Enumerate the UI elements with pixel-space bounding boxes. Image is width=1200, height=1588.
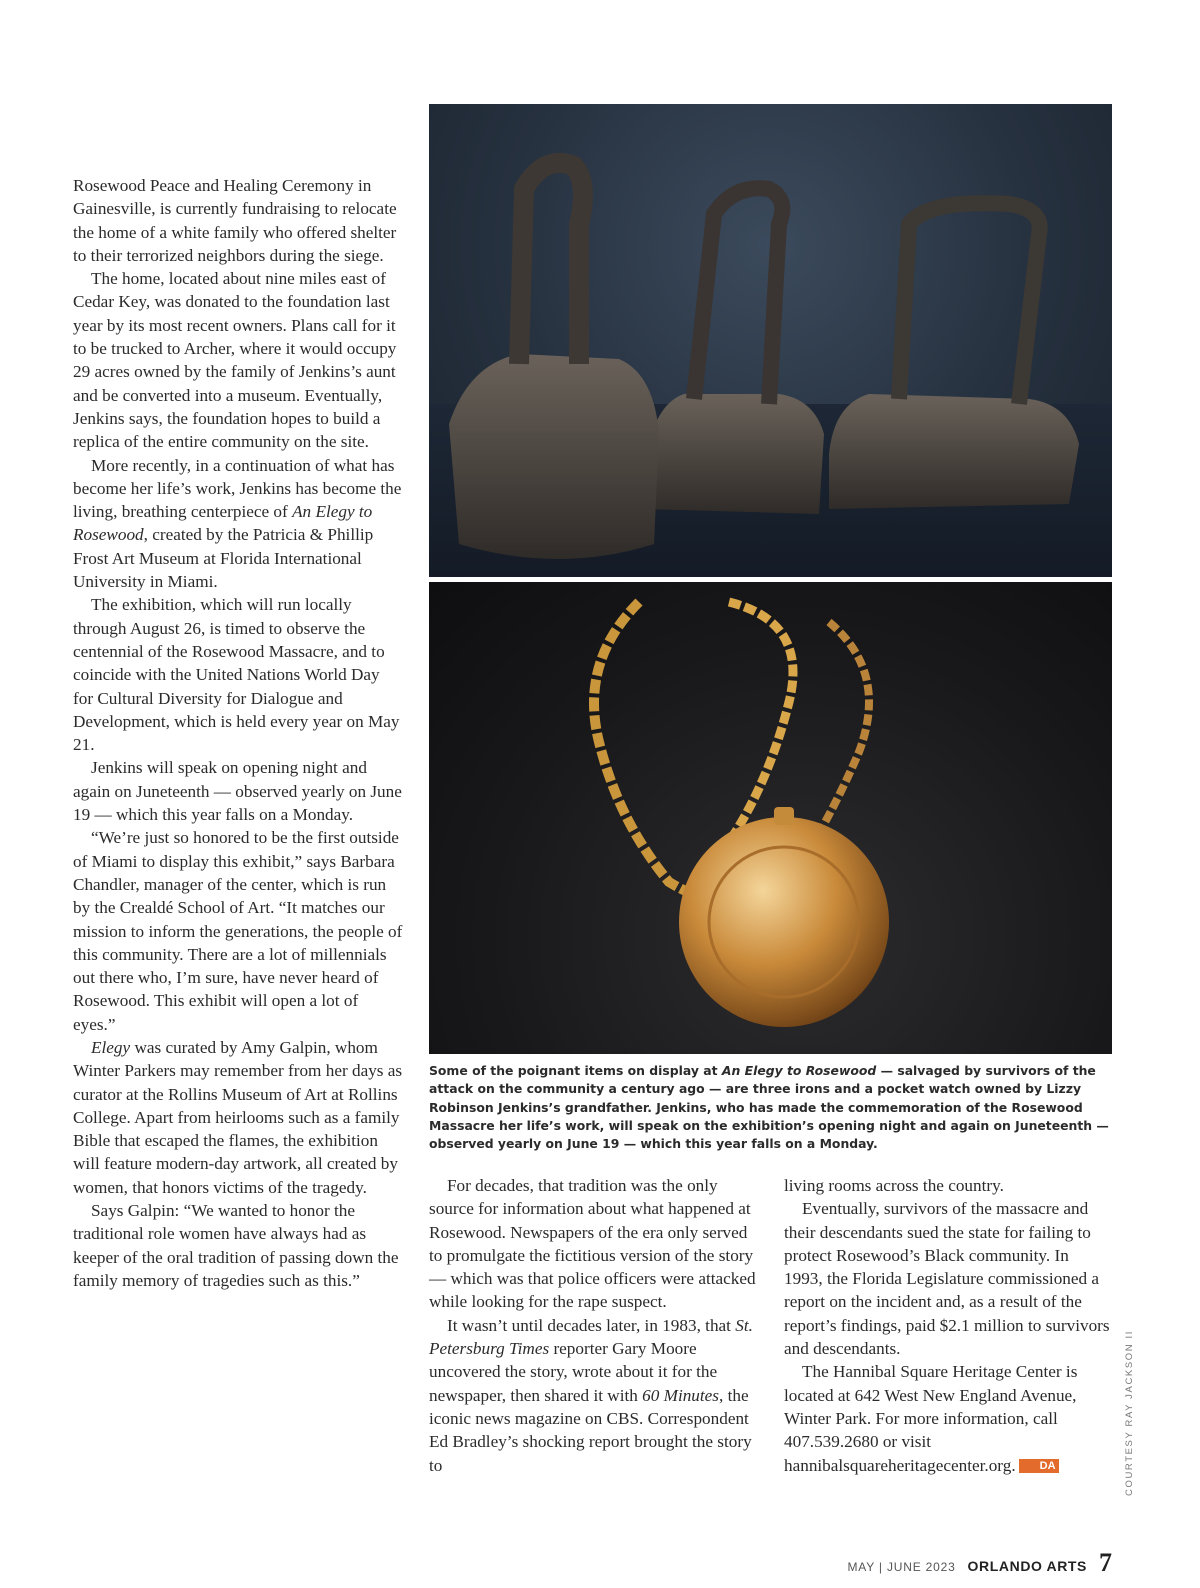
exhibition-title: Elegy — [91, 1037, 131, 1057]
article-column-middle — [429, 1174, 759, 1477]
text: The Hannibal Square Heritage Center is located at 642 West New England Avenue, Winter Park. For more information, call 407.539.2680 or visit hannibalsquareheritagecenter.org. — [784, 1362, 1078, 1475]
article-column-right — [784, 1174, 1110, 1477]
magazine-name: ORLANDO ARTS — [967, 1558, 1087, 1574]
end-mark-logo: DA — [1019, 1459, 1059, 1473]
photo-pocket-watch — [429, 582, 1112, 1054]
article-column-left — [73, 174, 403, 1292]
text: More recently, in a continuation of what has become her life’s work, Jenkins has become the living, breathing centerpiece of — [73, 455, 402, 522]
paragraph: Rosewood Peace and Healing Ceremony in Gainesville, is currently fundraising to relocate the home of a white family who offered shelter to their terrorized neighbors during the siege. — [73, 176, 397, 265]
paragraph: Jenkins will speak on opening night and again on Juneteenth — observed yearly on June 19 — which this year falls on a Monday. — [73, 758, 402, 825]
paragraph: Says Galpin: “We wanted to honor the traditional role women have always had as keeper of the oral tradition of passing down the family memory of tragedies such as this.” — [73, 1201, 399, 1290]
paragraph: The home, located about nine miles east of Cedar Key, was donated to the foundation last year by its most recent owners. Plans call for it to be trucked to Archer, where it would occupy 29 acres owned by the family of Jenkins’s aunt and be converted into a museum. Eventually, Jenkins says, the foundation hopes to build a replica of the entire community on the site. — [73, 269, 397, 452]
show-title: 60 Minutes — [642, 1385, 719, 1405]
paragraph — [429, 1314, 759, 1477]
page-number: 7 — [1099, 1548, 1112, 1577]
text: Some of the poignant items on display at — [429, 1063, 722, 1078]
text: It wasn’t until decades later, in 1983, that — [447, 1315, 736, 1335]
text: reporter Gary Moore uncovered the story, wrote about it for the newspaper, then shared it with — [429, 1339, 718, 1405]
text: , created by the Patricia & Phillip Frost Art Museum at Florida International University in Miami. — [73, 525, 374, 592]
paragraph: living rooms across the country. — [784, 1176, 1004, 1195]
newspaper-title: St. Petersburg Times — [429, 1315, 753, 1359]
paragraph — [73, 454, 403, 594]
exhibition-title: An Elegy to Rosewood — [73, 502, 373, 545]
issue-date: MAY | JUNE 2023 — [847, 1560, 956, 1574]
photo-irons — [429, 104, 1112, 577]
paragraph: Eventually, survivors of the massacre and their descendants sued the state for failing to protect Rosewood’s Black community. In 1993, the Florida Legislature commissioned a report on the incident and, as a result of the report’s findings, paid $2.1 million to survivors and descendants. — [784, 1199, 1110, 1359]
text: — salvaged by survivors of the attack on the community a century ago — are three irons and a pocket watch owned by Lizzy Robinson Jenkins’s grandfather. Jenkins, who has made the commemoration of the Rosewood Massacre her life’s work, will speak on the exhibition’s opening night and again on Juneteenth — observed yearly on June 19 — which this year falls on a Monday. — [429, 1063, 1109, 1152]
photo-caption — [429, 1062, 1112, 1153]
paragraph: The exhibition, which will run locally through August 26, is timed to observe the centennial of the Rosewood Massacre, and to coincide with the United Nations World Day for Cultural Diversity for Dialogue and Development, which is held every year on May 21. — [73, 595, 400, 755]
paragraph: “We’re just so honored to be the first outside of Miami to display this exhibit,” says Barbara Chandler, manager of the center, which is run by the Crealdé School of Art. “It matches our mission to inform the generations, the people of this community. There are a lot of millennials out there who, I’m sure, have never heard of Rosewood. This exhibit will open a lot of eyes.” — [73, 828, 403, 1034]
text: , the iconic news magazine on CBS. Correspondent Ed Bradley’s shocking report brought the story to — [429, 1385, 752, 1475]
page-footer — [848, 1548, 1113, 1578]
paragraph — [73, 1036, 403, 1199]
photo-credit: COURTESY RAY JACKSON II — [1124, 1330, 1135, 1496]
paragraph: For decades, that tradition was the only source for information about what happened at Rosewood. Newspapers of the era only served to promulgate the fictitious version of the story — which was that police officers were attacked while looking for the rape suspect. — [429, 1176, 756, 1312]
exhibition-title: An Elegy to Rosewood — [721, 1063, 877, 1078]
text: was curated by Amy Galpin, whom Winter Parkers may remember from her days as curator at the Rollins Museum of Art at Rollins College. Apart from heirlooms such as a family Bible that escaped the flames, the exhibition will feature modern-day artwork, all created by women, that honors victims of the tragedy. — [73, 1037, 403, 1197]
paragraph — [784, 1360, 1110, 1476]
